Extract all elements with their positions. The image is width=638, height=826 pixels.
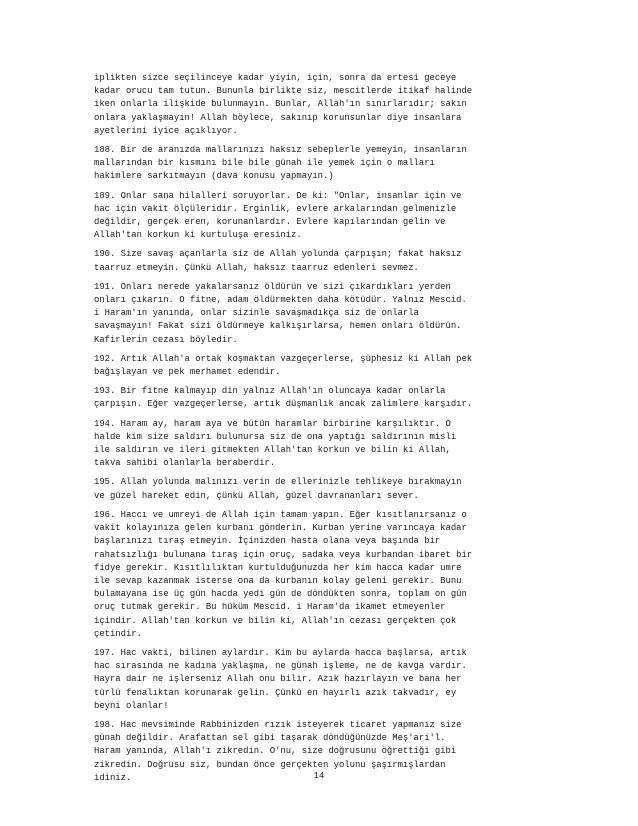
paragraph-p196 xyxy=(94,509,550,641)
text-line: başlarınızı tıraş etmeyin. İçinizden hasta olana veya başında bir xyxy=(94,536,441,547)
document-body xyxy=(94,72,550,791)
text-line: 189. Onlar sana hilalleri soruyorlar. De ki: "Onlar, insanlar için ve xyxy=(94,190,462,201)
text-line: iken onlarla ilişkide bulunmayın. Bunlar, Allah'ın sınırlarıdır; sakın xyxy=(94,99,467,110)
text-line: 198. Hac mevsiminde Rabbinizden rızık isteyerek ticaret yapmanız size xyxy=(94,719,462,730)
text-line: çetindir. xyxy=(94,628,142,639)
text-line: 193. Bir fitne kalmayıp din yalnız Allah'ın oluncaya kadar onlarla xyxy=(94,386,446,397)
text-line: kadar orucu tam tutun. Bununla birlikte siz, mescitlerde itikaf halinde xyxy=(94,86,473,97)
text-line: mallarından bir kısmını bile bile günah ile yemek için o malları xyxy=(94,158,435,169)
text-line: Haram yanında, Allah'ı zikredin. O'nu, size doğrusunu öğrettiği gibi xyxy=(94,746,457,757)
text-line: onlara yaklaşmayın! Allah böylece, sakınıp korunsunlar diye insanlara xyxy=(94,112,462,123)
paragraph-p195 xyxy=(94,476,550,502)
paragraph-p188 xyxy=(94,144,550,184)
text-line: ayetlerini iyice açıklıyor. xyxy=(94,125,238,136)
paragraph-p197 xyxy=(94,647,550,713)
text-line: değildir, gerçek eren, korunanlardır. Evlere kapılarından gelin ve xyxy=(94,217,446,228)
text-line: Allah'tan korkun ki kurtuluşa eresiniz. xyxy=(94,230,302,241)
text-line: iplikten sizce seçilinceye kadar yiyin, için, sonra da ertesi geceye xyxy=(94,73,457,83)
text-line: beyni olanlar! xyxy=(94,700,169,711)
text-line: halde kim size saldırı bulunursa siz de ona yaptığı saldırının misli xyxy=(94,431,457,442)
text-line: taarruz etmeyin. Çünkü Allah, haksız taarruz edenleri sevmez. xyxy=(94,262,419,273)
paragraph-p194 xyxy=(94,418,550,471)
text-line: içindir. Allah'tan korkun ve bilin ki, Allah'ın cezası gerçekten çok xyxy=(94,615,457,626)
text-line: fidye gerekir. Kısıtlılıktan kurtulduğunuzda her kim hacca kadar umre xyxy=(94,562,462,573)
text-line: vakit kolayınıza gelen kurbanı gönderin. Kurban yerine varıncaya kadar xyxy=(94,523,467,534)
text-line: 194. Haram ay, haram aya ve bütün haramlar birbirine karşılıktır. O xyxy=(94,418,451,429)
text-line: hac için vakit ölçüleridir. Erginlik, evlere arkalarından gelmenizle xyxy=(94,203,457,214)
text-line: takva sahibi olanlarla beraberdir. xyxy=(94,458,276,469)
paragraph-p191 xyxy=(94,281,550,347)
paragraph-p192 xyxy=(94,353,550,379)
text-line: türlü fenalıktan korunarak gelin. Çünkü en hayırlı azık takvadır, ey xyxy=(94,687,457,698)
text-line: 192. Artık Allah'a ortak koşmaktan vazgeçerlerse, şüphesiz ki Allah pek xyxy=(94,353,473,364)
text-line: 195. Allah yolunda malınızı verin de ellerinizle tehlikeye bırakmayın xyxy=(94,477,462,488)
text-line: 188. Bir de aranızda mallarınızı haksız sebeplerle yemeyin, insanların xyxy=(94,145,467,156)
text-line: ve güzel hareket edin, çünkü Allah, güzel davrananları sever. xyxy=(94,490,419,501)
text-line: hac sırasında ne kadına yaklaşma, ne günah işleme, ne de kavga vardır. xyxy=(94,661,467,672)
text-line: oruç tutmak gerekir. Bu hüküm Mescid. i Haram'da ikamet etmeyenler xyxy=(94,602,446,613)
text-line: günah değildir. Arafattan sel gibi taşarak döndüğünüzde Meş'ari'l. xyxy=(94,733,446,744)
text-line: 197. Hac vakti, bilinen aylardır. Kim bu aylarda hacca başlarsa, artık xyxy=(94,647,467,658)
paragraph-p189 xyxy=(94,190,550,243)
text-line: 191. Onları nerede yakalarsanız öldürün ve sizi çıkardıkları yerden xyxy=(94,281,451,292)
text-line: 190. Size savaş açanlarla siz de Allah yolunda çarpışın; fakat haksız xyxy=(94,249,462,260)
paragraph-p187_cont xyxy=(94,72,550,138)
text-line: savaşmayın! Fakat sizi öldürmeye kalkışırlarsa, hemen onları öldürün. xyxy=(94,321,462,332)
text-line: bulamayana ise üç gün hacda yedi gün de döndükten sonra, toplam on gün xyxy=(94,589,467,600)
text-line: idiniz. xyxy=(94,772,132,783)
text-line: i Haram'ın yanında, onlar sizinle savaşmadıkça siz de onlarla xyxy=(94,308,419,319)
text-line: hakimlere sarkıtmayın (dava konusu yapmayın.) xyxy=(94,171,334,182)
text-line: ile saldırın ve ileri gitmekten Allah'tan korkun ve bilin ki Allah, xyxy=(94,445,451,456)
page-number: 14 xyxy=(313,771,325,781)
text-line: 196. Haccı ve umreyi de Allah için tamam yapın. Eğer kısıtlanırsanız o xyxy=(94,509,467,520)
text-line: onları çıkarın. O fitne, adam öldürmekten daha kötüdür. Yalnız Mescid. xyxy=(94,295,467,306)
text-line: Kafirlerin cezası böyledir. xyxy=(94,334,238,345)
text-line: Hayra dair ne işlerseniz Allah onu bilir. Azık hazırlayın ve bana her xyxy=(94,674,462,685)
text-line: bağışlayan ve pek merhamet edendir. xyxy=(94,367,281,378)
paragraph-p190 xyxy=(94,248,550,274)
paragraph-p193 xyxy=(94,385,550,411)
text-line: zikredin. Doğrusu siz, bundan önce gerçekten yolunu şaşırmışlardan xyxy=(94,759,446,770)
text-line: rahatsızlığı bulunana tıraş için oruç, sadaka veya kurbandan ibaret bir xyxy=(94,549,473,560)
text-line: ile sevap kazanmak isterse ona da kurbanın kolay geleni gerekir. Bunu xyxy=(94,575,462,586)
text-line: çarpışın. Eğer vazgeçerlerse, artık düşmanlık ancak zalimlere karşıdır. xyxy=(94,399,473,410)
